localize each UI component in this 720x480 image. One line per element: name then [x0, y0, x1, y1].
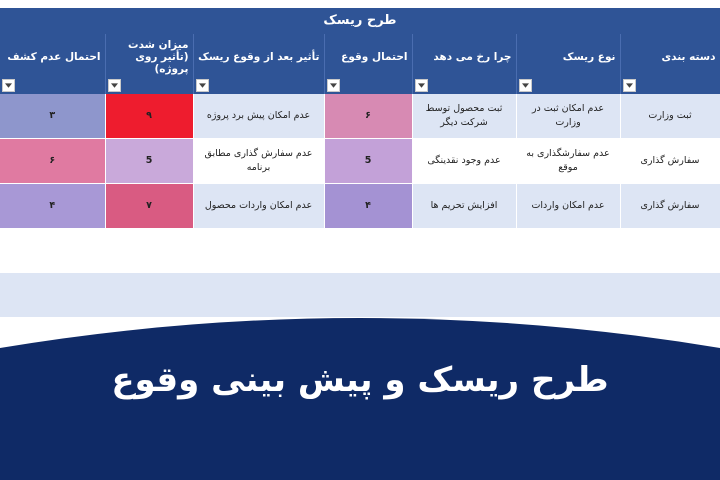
detection-cell[interactable]: ۴	[0, 184, 105, 229]
table-row	[0, 139, 720, 184]
severity-cell[interactable]: 5	[105, 139, 193, 184]
column-header-probability	[324, 34, 412, 94]
detection-cell[interactable]: ۳	[0, 94, 105, 139]
risk-type-cell[interactable]: عدم امکان واردات	[516, 184, 620, 229]
table-row	[0, 184, 720, 229]
chevron-down-icon	[5, 83, 12, 88]
reason-cell[interactable]: عدم وجود نقدینگی	[412, 139, 516, 184]
probability-cell[interactable]: 5	[324, 139, 412, 184]
column-header-type	[516, 34, 620, 94]
severity-cell[interactable]: ۹	[105, 94, 193, 139]
empty-row	[0, 295, 720, 317]
filter-dropdown-button[interactable]	[327, 79, 340, 92]
sheet-title: طرح ریسک	[0, 8, 720, 34]
impact-cell[interactable]: عدم امکان واردات محصول	[193, 184, 324, 229]
probability-cell[interactable]: ۶	[324, 94, 412, 139]
column-header-reason	[412, 34, 516, 94]
filter-dropdown-button[interactable]	[519, 79, 532, 92]
empty-row	[0, 251, 720, 273]
empty-row	[0, 229, 720, 251]
risk-table	[0, 34, 720, 229]
column-header-label: احتمال وقوع	[341, 51, 408, 63]
category-cell[interactable]: سفارش گذاری	[620, 184, 720, 229]
chevron-down-icon	[418, 83, 425, 88]
impact-cell[interactable]: عدم امکان پیش برد پروژه	[193, 94, 324, 139]
chevron-down-icon	[522, 83, 529, 88]
severity-cell[interactable]: ۷	[105, 184, 193, 229]
filter-dropdown-button[interactable]	[2, 79, 15, 92]
chevron-down-icon	[626, 83, 633, 88]
reason-cell[interactable]: ثبت محصول توسط شرکت دیگر	[412, 94, 516, 139]
column-header-label: چرا رخ می دهد	[433, 51, 512, 63]
filter-dropdown-button[interactable]	[623, 79, 636, 92]
column-header-label: دسته بندی	[661, 51, 716, 63]
column-header-label: میزان شدت (تأثیر روی پروژه)	[128, 39, 189, 75]
chevron-down-icon	[199, 83, 206, 88]
detection-cell[interactable]: ۶	[0, 139, 105, 184]
category-cell[interactable]: ثبت وزارت	[620, 94, 720, 139]
filter-dropdown-button[interactable]	[196, 79, 209, 92]
filter-dropdown-button[interactable]	[108, 79, 121, 92]
probability-cell[interactable]: ۴	[324, 184, 412, 229]
column-header-label: احتمال عدم کشف	[7, 51, 101, 63]
column-header-detection	[0, 34, 105, 94]
risk-type-cell[interactable]: عدم امکان ثبت در وزارت	[516, 94, 620, 139]
column-header-impact	[193, 34, 324, 94]
header-row	[0, 34, 720, 94]
column-header-label: تأثیر بعد از وقوع ریسک	[198, 51, 320, 63]
chevron-down-icon	[330, 83, 337, 88]
chevron-down-icon	[111, 83, 118, 88]
column-header-severity	[105, 34, 193, 94]
title-banner	[0, 318, 720, 480]
impact-cell[interactable]: عدم سفارش گذاری مطابق برنامه	[193, 139, 324, 184]
column-header-label: نوع ریسک	[562, 51, 616, 63]
reason-cell[interactable]: افزایش تحریم ها	[412, 184, 516, 229]
category-cell[interactable]: سفارش گذاری	[620, 139, 720, 184]
column-header-category	[620, 34, 720, 94]
table-row	[0, 94, 720, 139]
empty-row	[0, 273, 720, 295]
banner-title: طرح ریسک و پیش بینی وقوع	[111, 360, 609, 400]
risk-type-cell[interactable]: عدم سفارشگذاری به موقع	[516, 139, 620, 184]
filter-dropdown-button[interactable]	[415, 79, 428, 92]
